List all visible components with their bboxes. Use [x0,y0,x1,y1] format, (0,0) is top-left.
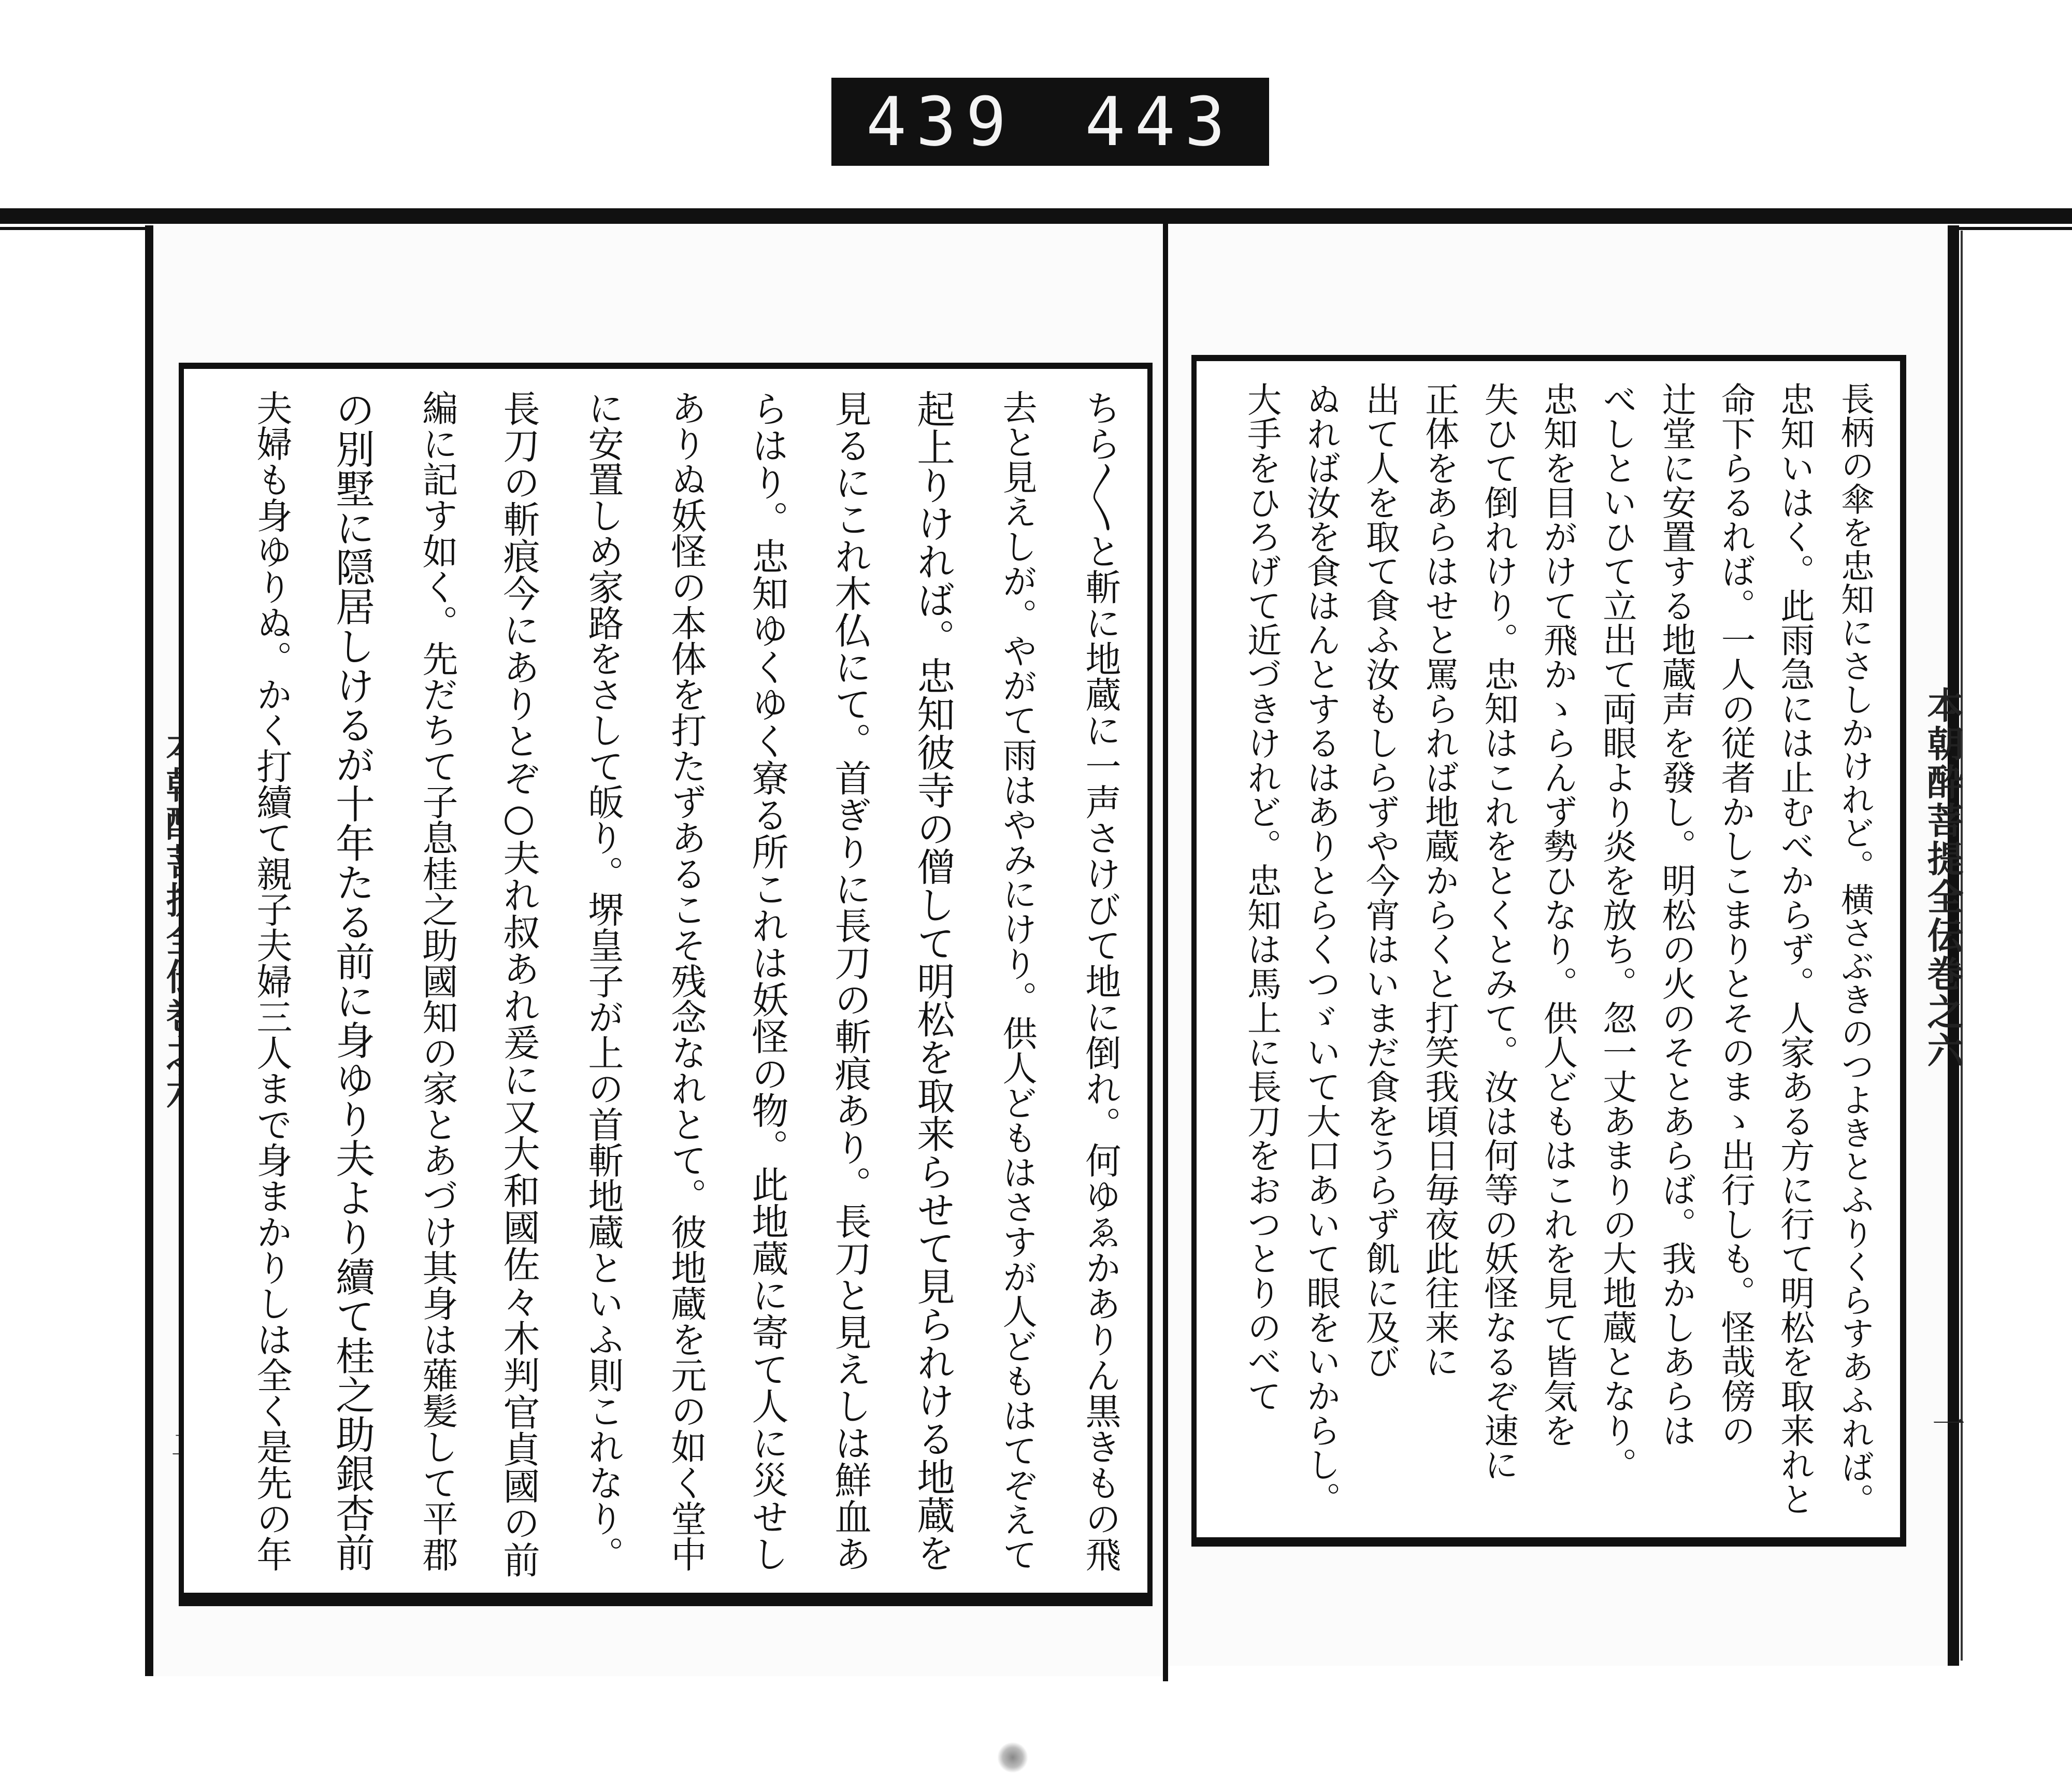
page-number-label [831,78,1269,166]
right-page-column: ぬれば汝を食はんとするはありとらくつゞいて大口あいて眼をいからし。 [1301,382,1342,1516]
left-page-column: ちら〳〵と斬に地蔵に一声さけびて地に倒れ。何ゆゑかありん黒きもの飛 [1079,390,1120,1572]
left-page-column: 夫婦も身ゆりぬ。かく打續て親子夫婦三人まで身まかりしは全く是先の年 [250,390,292,1572]
right-page-column: 出て人を取て食ふ汝もしらずや今宵はいまだ食をうらず飢に及び [1360,382,1401,1379]
right-page-column: 忠知いはく。此雨急には止むべからず。人家ある方に行て明松を取来れと [1774,382,1815,1516]
right-text-frame [1191,355,1906,1547]
right-page-column: 長柄の傘を忠知にさしかけれど。横さぶきのつよきとふりくらすあふれば。 [1835,382,1875,1517]
right-page-column: べしといひて立出て両眼より炎を放ち。忽一丈あまりの大地蔵となり。 [1596,382,1637,1482]
right-page-column: 命下らるれば。一人の従者かしこまりとそのまゝ出行しも。怪哉傍の [1715,382,1756,1448]
left-page-column: 編に記す如く。先だちて子息桂之助國知の家とあづけ其身は薙髪して平郡 [416,390,457,1572]
left-page-column: に安置しめ家路をさして皈り。堺皇子が上の首斬地蔵といふ則これなり。 [582,390,623,1572]
right-page-column: 辻堂に安置する地蔵声を發し。明松の火のそとあらば。我かしあらは [1656,382,1697,1448]
right-page-column: 忠知を目がけて飛かゝらんず勢ひなり。供人どもはこれを見て皆気を [1537,382,1578,1448]
label-right-number: 443 [1085,82,1235,161]
ink-smudge [997,1742,1028,1773]
left-page-column: らはり。忠知ゆくゆく寮る所これは妖怪の物。此地蔵に寄て人に災せし [746,390,789,1572]
left-page-column: ありぬ妖怪の本体を打たずあるこそ残念なれとて。彼地蔵を元の如く堂中 [665,390,706,1572]
left-text-frame [179,363,1153,1606]
right-page-column: 正体をあらはせと罵られば地蔵からくと打笑我頃日毎夜此往来に [1419,382,1460,1379]
right-margin-title: 本朝酔菩提全伝巻之六 [1921,687,1964,1070]
left-page-column: 去と見えしが。やがて雨はやみにけり。供人どもはさすが人どもはてぞえて [997,390,1038,1572]
left-page-column: 見るにこれ木仏にて。首ぎりに長刀の斬痕あり。長刀と見えしは鮮血あ [829,390,872,1572]
book-spread [124,220,1963,1681]
right-page-column: 失ひて倒れけり。忠知はこれをとくとみて。汝は何等の妖怪なるぞ速に [1478,382,1519,1482]
gutter [1163,220,1168,1681]
left-page-column: 長刀の斬痕今にありとぞ○夫れ叔あれ爰に又大和國佐々木判官貞國の前 [497,390,540,1578]
left-page-column: の別墅に隠居しけるが十年たる前に身ゆり夫より續て桂之助銀杏前 [329,390,375,1572]
right-page-column: 大手をひろげて近づきけれど。忠知は馬上に長刀をおつとりのべて [1241,382,1282,1413]
left-page-column: 起上りければ。忠知彼寺の僧して明松を取来らせて見られける地蔵を [911,390,955,1572]
right-folio: 一 [1926,1407,1965,1440]
label-left-number: 439 [866,82,1016,161]
